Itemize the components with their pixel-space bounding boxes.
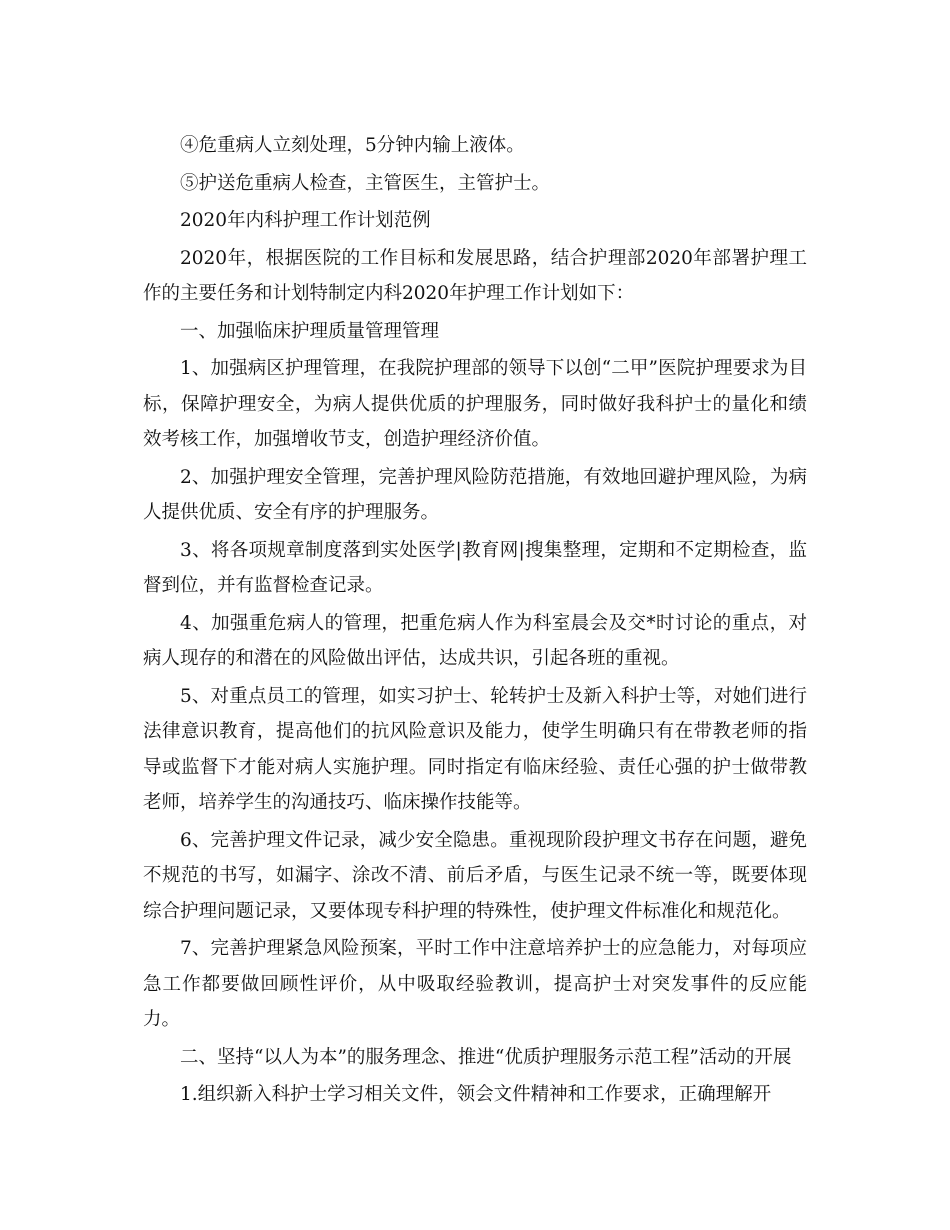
intro-paragraph: 2020年，根据医院的工作目标和发展思路，结合护理部2020年部署护理工作的主要任务和计划特制定内科2020年护理工作计划如下： [143,247,807,304]
list-item-emergency-treatment: ④危重病人立刻处理，5分钟内输上液体。 [180,135,525,156]
paragraph-item-5: 5、对重点员工的管理，如实习护士、轮转护士及新入科护士等，对她们进行法律意识教育，提高他们的抗风险意识及能力，使学生明确只有在带教老师的指导或监督下才能对病人实施护理。同时指定有临床经验、责任心强的护士做带教老师，培养学生的沟通技巧、临床操作技能等。 [143,685,807,813]
section-title: 2020年内科护理工作计划范例 [180,210,431,231]
paragraph-item-7: 7、完善护理紧急风险预案，平时工作中注意培养护士的应急能力，对每项应急工作都要做回顾性评价，从中吸取经验教训，提高护士对突发事件的反应能力。 [143,938,807,1030]
paragraph-item-2-1: 1.组织新入科护士学习相关文件，领会文件精神和工作要求，正确理解开 [180,1084,772,1105]
paragraph-item-3: 3、将各项规章制度落到实处医学|教育网|搜集整理，定期和不定期检查，监督到位，并有监督检查记录。 [143,539,807,596]
document-body [143,128,807,1115]
paragraph-item-1: 1、加强病区护理管理，在我院护理部的领导下以创“二甲”医院护理要求为目标，保障护理安全，为病人提供优质的护理服务，同时做好我科护士的量化和绩效考核工作，加强增收节支，创造护理经济价值。 [143,358,807,450]
heading-section-2: 二、坚持“以人为本”的服务理念、推进“优质护理服务示范工程”活动的开展 [180,1046,792,1068]
paragraph-item-2: 2、加强护理安全管理，完善护理风险防范措施，有效地回避护理风险，为病人提供优质、安全有序的护理服务。 [143,466,807,523]
heading-section-1: 一、加强临床护理质量管理管理 [180,320,440,342]
paragraph-item-6: 6、完善护理文件记录，减少安全隐患。重视现阶段护理文书存在问题，避免不规范的书写，如漏字、涂改不清、前后矛盾，与医生记录不统一等，既要体现综合护理问题记录，又要体现专科护理的特殊性，使护理文件标准化和规范化。 [143,829,807,922]
paragraph-item-4: 4、加强重危病人的管理，把重危病人作为科室晨会及交*时讨论的重点，对病人现存的和潜在的风险做出评估，达成共识，引起各班的重视。 [143,612,807,669]
list-item-escort-patient: ⑤护送危重病人检查，主管医生，主管护士。 [180,172,551,194]
